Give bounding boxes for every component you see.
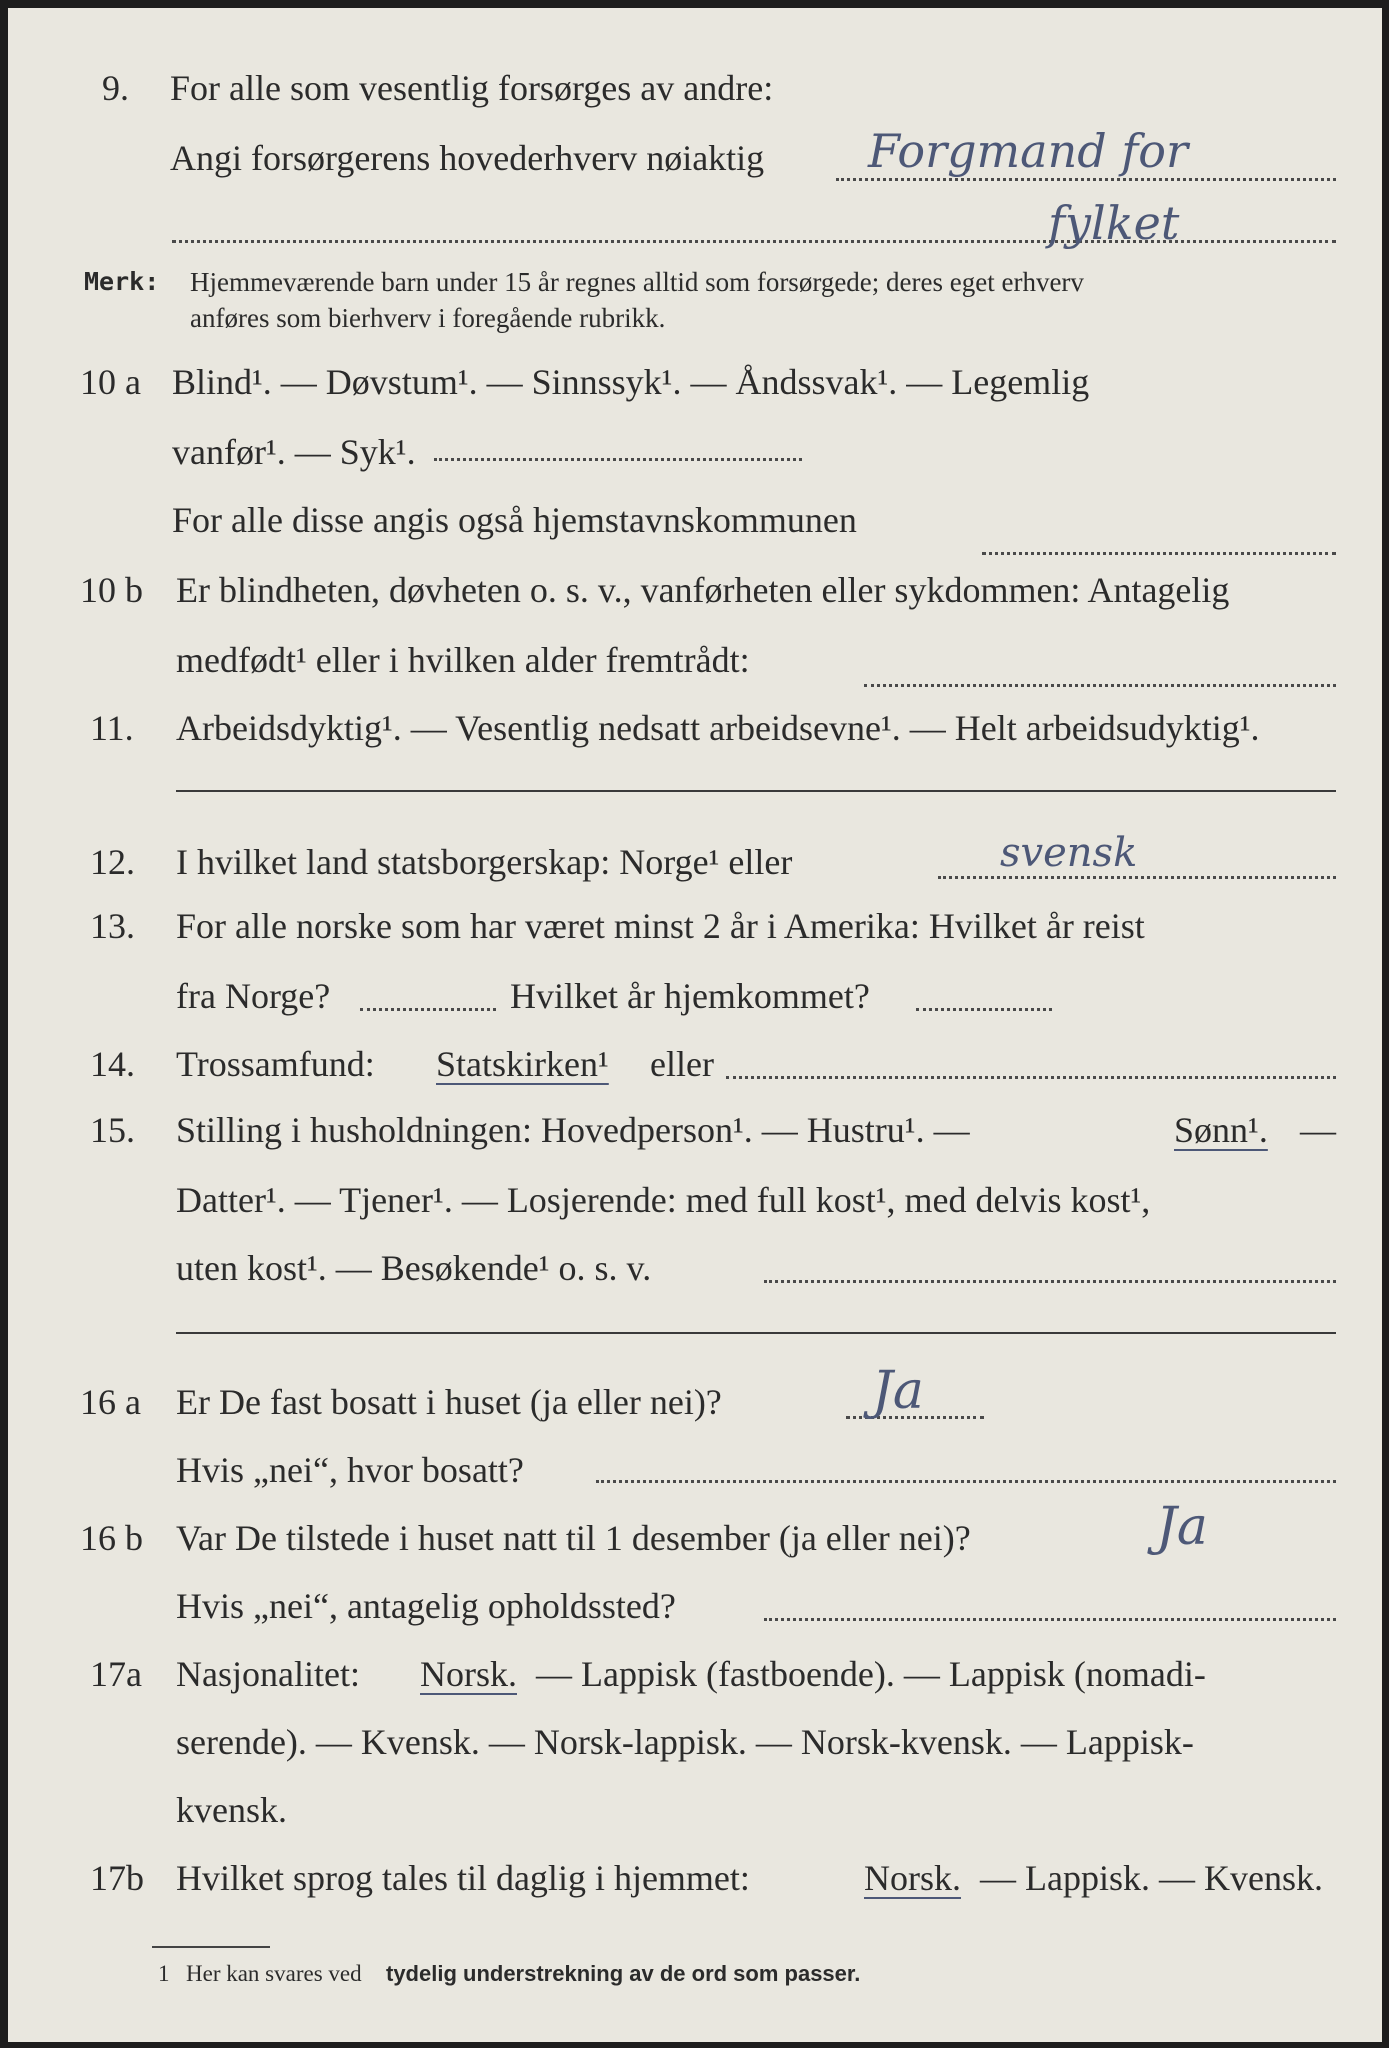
q15-sonn-underlined: Sønn¹. (1174, 1110, 1268, 1150)
q17a-line1a: Nasjonalitet: (176, 1654, 360, 1694)
q12-handwritten-answer[interactable]: svensk (1000, 830, 1138, 876)
q11-answer-rule (176, 790, 1336, 792)
q17a-line2: serende). — Kvensk. — Norsk-lappisk. — Norsk-kvensk. — Lappisk- (176, 1722, 1194, 1762)
footnote-text-a: Her kan svares ved (186, 1961, 362, 1986)
q10a-line1: Blind¹. — Døvstum¹. — Sinnssyk¹. — Åndssvak¹. — Legemlig (172, 362, 1090, 402)
q11-number: 11. (90, 708, 134, 748)
q16b-line2: Hvis „nei“, antagelig opholdssted? (176, 1586, 676, 1626)
q17a-line3: kvensk. (176, 1790, 287, 1830)
q10a-syk-dotted-line (434, 458, 802, 461)
q16a-bosatt-dotted-line (596, 1480, 1336, 1483)
q13-line2a: fra Norge? (176, 976, 331, 1016)
q15-answer-rule (176, 1332, 1336, 1334)
q13-hjemkommet-dotted-line (916, 1008, 1052, 1011)
q16b-number: 16 b (80, 1518, 143, 1558)
q16a-line1: Er De fast bosatt i huset (ja eller nei)? (176, 1382, 722, 1422)
q12-line1: I hvilket land statsborgerskap: Norge¹ eller (176, 842, 793, 882)
q17b-number: 17b (90, 1858, 144, 1898)
q10a-line3: For alle disse angis også hjemstavnskommunen (172, 500, 857, 540)
q16b-opholdssted-dotted-line (764, 1618, 1336, 1621)
footnote-rule (152, 1946, 270, 1948)
q17b-line1b: — Lappisk. — Kvensk. (980, 1858, 1323, 1898)
q10a-hjemstavn-dotted-line (982, 552, 1336, 555)
q13-number: 13. (90, 906, 135, 946)
q17b-norsk-underlined: Norsk. (864, 1858, 961, 1898)
q15-line1b: — (1300, 1110, 1336, 1150)
q13-line2b: Hvilket år hjemkommet? (510, 976, 870, 1016)
q10b-line2: medfødt¹ eller i hvilken alder fremtrådt: (176, 640, 750, 680)
q16b-handwritten-answer[interactable]: Ja (1156, 1497, 1208, 1557)
q11-line1: Arbeidsdyktig¹. — Vesentlig nedsatt arbeidsevne¹. — Helt arbeidsudyktig¹. (176, 708, 1260, 748)
q15-number: 15. (90, 1110, 135, 1150)
q10a-line2: vanfør¹. — Syk¹. (172, 432, 416, 472)
q14-answer-dotted-line (726, 1076, 1336, 1079)
census-form-page (8, 8, 1382, 2042)
q9-number: 9. (102, 68, 129, 108)
q17a-number: 17a (90, 1654, 142, 1694)
q9-line1: For alle som vesentlig forsørges av andre: (170, 68, 774, 108)
q16a-line2: Hvis „nei“, hvor bosatt? (176, 1450, 524, 1490)
q17a-norsk-underlined: Norsk. (420, 1654, 517, 1694)
merk-line1: Hjemmeværende barn under 15 år regnes alltid som forsørgede; deres eget erhverv (190, 267, 1084, 297)
q16a-number: 16 a (80, 1382, 141, 1422)
q14-label: Trossamfund: (176, 1044, 375, 1084)
q17a-line1b: — Lappisk (fastboende). — Lappisk (nomadi- (536, 1654, 1206, 1694)
q15-line2: Datter¹. — Tjener¹. — Losjerende: med full kost¹, med delvis kost¹, (176, 1180, 1151, 1220)
q10b-line1: Er blindheten, døvheten o. s. v., vanførheten eller sykdommen: Antagelig (176, 570, 1230, 610)
footnote-text-b-bold (386, 1960, 860, 1988)
q9-handwritten-answer-2[interactable]: fylket (1048, 196, 1180, 250)
footnote-mark: 1 (158, 1961, 170, 1986)
q16b-line1: Var De tilstede i huset natt til 1 desember (ja eller nei)? (176, 1518, 971, 1558)
q10b-alder-dotted-line (864, 684, 1336, 687)
q10a-number: 10 a (80, 362, 141, 402)
q9-line2: Angi forsørgerens hovederhverv nøiaktig (170, 138, 765, 178)
q16a-handwritten-answer[interactable]: Ja (872, 1361, 924, 1421)
q14-statskirken-underlined: Statskirken¹ (436, 1044, 609, 1084)
q15-line3: uten kost¹. — Besøkende¹ o. s. v. (176, 1248, 652, 1288)
q13-line1: For alle norske som har været minst 2 år i Amerika: Hvilket år reist (176, 906, 1145, 946)
q15-answer-dotted-line (764, 1280, 1336, 1283)
q10b-number: 10 b (80, 570, 143, 610)
footnote-emphasis: tydelig understrekning av de ord som passer. (386, 1961, 861, 1986)
merk-line2: anføres som bierhverv i foregående rubrikk. (190, 303, 666, 333)
q17b-line1a: Hvilket sprog tales til daglig i hjemmet: (176, 1858, 750, 1898)
q14-number: 14. (90, 1044, 135, 1084)
q9-answer-dotted-line (836, 178, 1336, 181)
q9-handwritten-answer-1[interactable]: Forgmand for (868, 124, 1188, 178)
q15-line1a: Stilling i husholdningen: Hovedperson¹. — Hustru¹. — (176, 1110, 970, 1150)
q12-number: 12. (90, 842, 135, 882)
q13-reist-dotted-line (360, 1008, 496, 1011)
q14-rest: eller (650, 1044, 714, 1084)
merk-label: Merk: (84, 267, 160, 296)
